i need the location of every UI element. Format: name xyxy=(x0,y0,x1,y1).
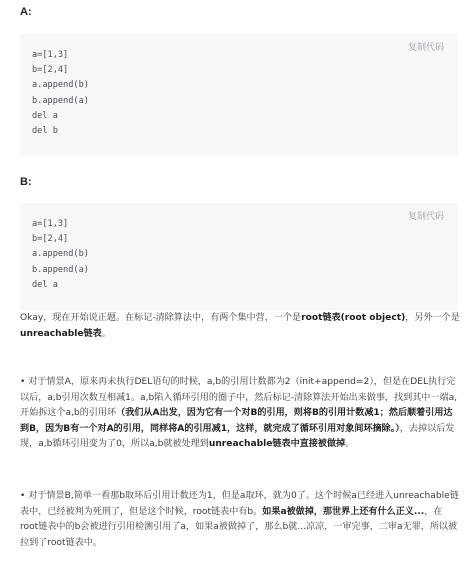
code-line: b=[2,4] xyxy=(32,65,69,76)
root-list-term: root链表(root object) xyxy=(301,313,406,323)
code-line: a=[1,3] xyxy=(32,50,69,60)
case-b-text-2: ，在root链表中的b会被进行引用检测引用了a，如果a被做掉了，那么b就...凉凉，一审完事，二审a无罪，所以被拉到了root链表中。 xyxy=(20,506,458,548)
case-a-paragraph xyxy=(20,375,460,453)
code-line: del a xyxy=(32,279,58,290)
case-b-paragraph xyxy=(20,489,460,551)
case-b-emphasis-1: 如果a被做掉，那世界上还有什么正义... xyxy=(262,506,425,517)
code-line: b.append(a) xyxy=(32,95,89,106)
copy-code-button-b[interactable]: 复制代码 xyxy=(407,212,444,222)
code-line: a=[1,3] xyxy=(32,219,69,229)
code-line: del a xyxy=(32,110,58,121)
case-a-text-1: 对于情景A，原来再未执行DEL语句的时候，a,b的引用计数都为2（init+append=2），但是在DEL执行完以后，a,b引用次数互相减1。a,b陷入循环引用的圈子中，然后标记-清除算法开始出来做事，找到其中一端a,开始拆这个a,b的引用环 xyxy=(20,377,458,418)
code-block-b xyxy=(20,203,458,310)
intro-text-2: ，另外一个是 xyxy=(405,313,460,323)
heading-b: B: xyxy=(20,176,32,188)
copy-code-button-a[interactable]: 复制代码 xyxy=(407,43,444,53)
case-a-emphasis-1: （我们从A出发，因为它有一个对B的引用，则将B的引用计数减1；然后顺着引用达到B，因为B有一个对A的引用，同样将A的引用减1，这样，就完成了循环引用对象间环摘除。） xyxy=(20,408,453,434)
case-b-text-1: 对于情景B,简单一看那b取环后引用计数还为1，但是a取环，就为0了。这个时候a已经进入unreachable链表中，已经被判为死刑了，但是这个时候，root链表中有b。 xyxy=(20,491,459,517)
case-a-text-2: ，去掉以后发现，a,b循环引用变为了0，所以a,b就被处理到 xyxy=(20,423,455,449)
heading-a: A: xyxy=(20,6,32,18)
code-line: b=[2,4] xyxy=(32,234,69,245)
case-a-emphasis-2: unreachable链表中直接被做掉 xyxy=(208,439,346,449)
intro-paragraph xyxy=(20,311,460,342)
intro-text-1: Okay，现在开始说正题。在标记-清除算法中，有两个集中营，一个是 xyxy=(20,313,302,323)
code-line: a.append(b) xyxy=(32,249,89,260)
code-block-a xyxy=(20,34,458,156)
code-line: a.append(b) xyxy=(32,80,89,91)
unreachable-list-term: unreachable链表 xyxy=(20,328,102,339)
case-a-text-3: 。 xyxy=(345,439,355,449)
code-line: del b xyxy=(32,125,58,136)
intro-text-3: 。 xyxy=(101,328,111,339)
code-line: b.append(a) xyxy=(32,264,89,275)
